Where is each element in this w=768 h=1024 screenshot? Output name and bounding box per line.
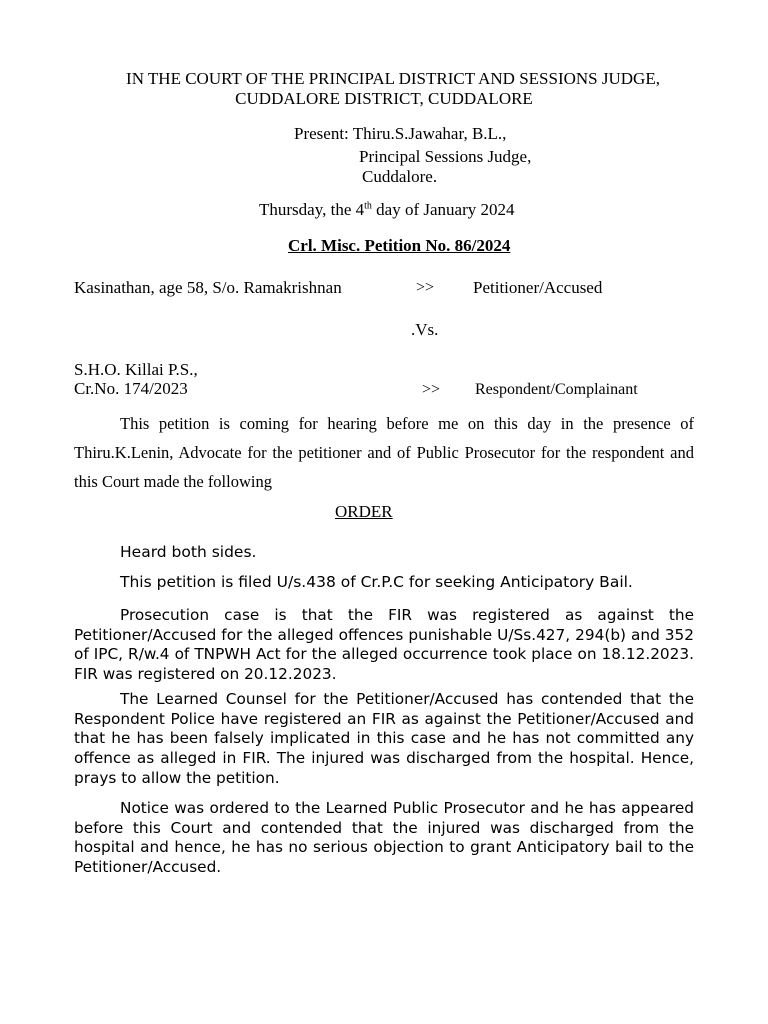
court-heading-line1: IN THE COURT OF THE PRINCIPAL DISTRICT AND SESSIONS JUDGE,	[126, 69, 660, 88]
order-paragraph-3	[74, 606, 694, 685]
intro-paragraph	[74, 409, 694, 496]
petitioner-role: Petitioner/Accused	[473, 278, 603, 297]
order-paragraph-5	[74, 799, 694, 878]
respondent-name: S.H.O. Killai P.S.,	[74, 360, 198, 379]
court-heading-line2: CUDDALORE DISTRICT, CUDDALORE	[235, 89, 533, 108]
order-paragraph-2: This petition is filed U/s.438 of Cr.P.C for seeking Anticipatory Bail.	[120, 573, 633, 591]
respondent-role: Respondent/Complainant	[475, 381, 638, 398]
order-paragraph-4	[74, 690, 694, 789]
date-rest: day of January 2024	[371, 200, 515, 219]
present-judge-title: Principal Sessions Judge,	[359, 147, 532, 166]
petitioner-arrow: >>	[416, 279, 435, 296]
hearing-date	[259, 200, 514, 220]
petition-title: Crl. Misc. Petition No. 86/2024	[288, 236, 511, 255]
order-paragraph-5-text: Notice was ordered to the Learned Public Prosecutor and he has appeared before this Court and contended that the injured was discharged from the hospital and hence, he has no serious objection to grant Anticipatory bail to the Petitioner/Accused.	[74, 799, 694, 877]
intro-paragraph-text: This petition is coming for hearing before me on this day in the presence of Thiru.K.Lenin, Advocate for the petitioner and of Public Prosecutor for the respondent and this Court made the following	[74, 414, 694, 491]
crime-number: Cr.No. 174/2023	[74, 379, 188, 398]
date-prefix: Thursday, the 4	[259, 200, 365, 219]
date-ordinal: th	[364, 200, 372, 212]
order-paragraph-3-text: Prosecution case is that the FIR was registered as against the Petitioner/Accused for the alleged offences punishable U/Ss.427, 294(b) and 352 of IPC, R/w.4 of TNPWH Act for the alleged occurrence took place on 18.12.2023. FIR was registered on 20.12.2023.	[74, 606, 694, 684]
order-paragraph-4-text: The Learned Counsel for the Petitioner/Accused has contended that the Respondent Police have registered an FIR as against the Petitioner/Accused and that he has been falsely implicated in this case and he has not committed any offence as alleged in FIR. The injured was discharged from the hospital. Hence, prays to allow the petition.	[74, 690, 694, 787]
present-judge-place: Cuddalore.	[362, 167, 438, 186]
order-paragraph-1: Heard both sides.	[120, 543, 257, 561]
versus-label: .Vs.	[411, 320, 439, 339]
respondent-arrow: >>	[422, 381, 441, 398]
present-judge-name: Present: Thiru.S.Jawahar, B.L.,	[294, 124, 507, 143]
petitioner-name: Kasinathan, age 58, S/o. Ramakrishnan	[74, 278, 342, 297]
order-heading: ORDER	[335, 502, 393, 521]
